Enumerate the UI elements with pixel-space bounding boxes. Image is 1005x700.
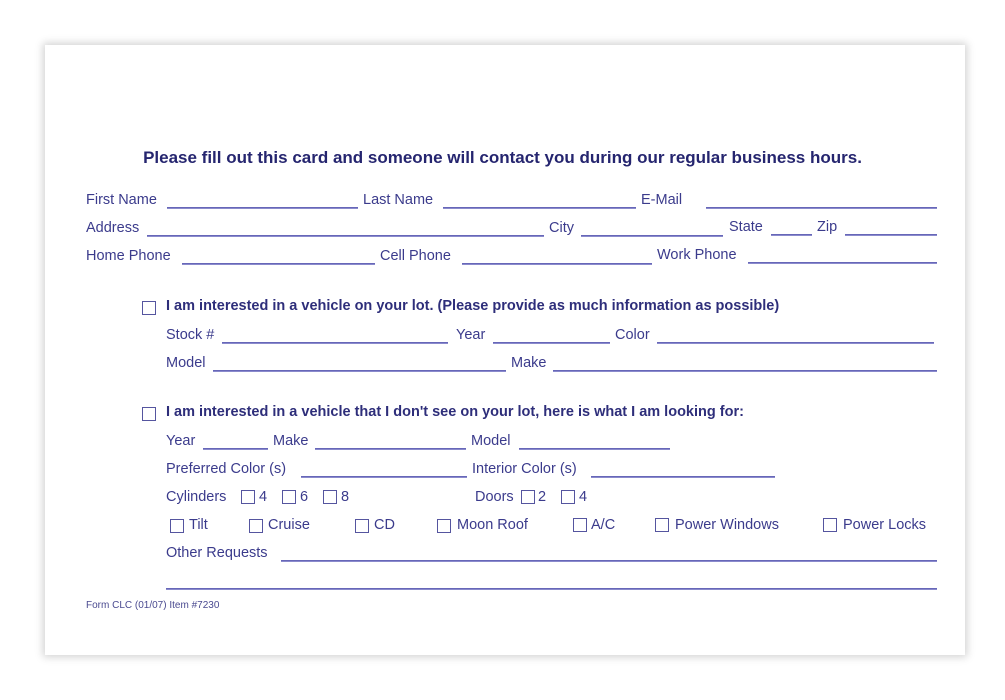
first-name-label: First Name	[86, 192, 157, 208]
doors-4-label: 4	[579, 489, 588, 505]
not-on-lot-checkbox[interactable]	[142, 407, 156, 421]
wanted-make-label: Make	[273, 433, 309, 449]
other-requests-label: Other Requests	[166, 545, 268, 561]
interior-color-label: Interior Color (s)	[472, 461, 577, 477]
home-phone-field[interactable]	[182, 263, 375, 265]
other-requests-field-line-2[interactable]	[166, 588, 937, 590]
address-field[interactable]	[147, 235, 544, 237]
zip-field[interactable]	[845, 234, 937, 236]
make-label: Make	[511, 355, 547, 371]
cylinders-8-checkbox[interactable]	[323, 490, 337, 504]
city-field[interactable]	[581, 235, 723, 237]
moon-roof-checkbox[interactable]	[437, 519, 451, 533]
cruise-checkbox[interactable]	[249, 519, 263, 533]
doors-label: Doors	[475, 489, 514, 505]
cruise-label: Cruise	[268, 517, 310, 533]
wanted-year-field[interactable]	[203, 448, 268, 450]
power-windows-checkbox[interactable]	[655, 518, 669, 532]
on-lot-checkbox[interactable]	[142, 301, 156, 315]
work-phone-field[interactable]	[748, 262, 937, 264]
model-field[interactable]	[213, 370, 506, 372]
city-label: City	[549, 220, 574, 236]
form-id-footer: Form CLC (01/07) Item #7230	[86, 600, 220, 611]
zip-label: Zip	[817, 219, 838, 235]
interior-color-field[interactable]	[591, 476, 775, 478]
address-label: Address	[86, 220, 140, 236]
not-on-lot-question: I am interested in a vehicle that I don't see on your lot, here is what I am looking for:	[166, 404, 744, 420]
cell-phone-label: Cell Phone	[380, 248, 451, 264]
ac-label: A/C	[591, 517, 616, 533]
form-title: Please fill out this card and someone will contact you during our regular business hours.	[143, 148, 862, 167]
first-name-field[interactable]	[167, 207, 358, 209]
home-phone-label: Home Phone	[86, 248, 171, 264]
make-field[interactable]	[553, 370, 937, 372]
cylinders-4-checkbox[interactable]	[241, 490, 255, 504]
moon-roof-label: Moon Roof	[457, 517, 528, 533]
other-requests-field[interactable]	[281, 560, 937, 562]
state-field[interactable]	[771, 234, 812, 236]
preferred-color-field[interactable]	[301, 476, 467, 478]
stock-field[interactable]	[222, 342, 448, 344]
color-field[interactable]	[657, 342, 934, 344]
cylinders-6-label: 6	[300, 489, 309, 505]
cd-checkbox[interactable]	[355, 519, 369, 533]
cylinders-6-checkbox[interactable]	[282, 490, 296, 504]
last-name-label: Last Name	[363, 192, 434, 208]
wanted-model-field[interactable]	[519, 448, 670, 450]
year-field[interactable]	[493, 342, 610, 344]
last-name-field[interactable]	[443, 207, 636, 209]
color-label: Color	[615, 327, 650, 343]
doors-2-label: 2	[538, 489, 547, 505]
cylinders-4-label: 4	[259, 489, 268, 505]
model-label: Model	[166, 355, 206, 371]
doors-2-checkbox[interactable]	[521, 490, 535, 504]
wanted-year-label: Year	[166, 433, 196, 449]
wanted-make-field[interactable]	[315, 448, 466, 450]
on-lot-question: I am interested in a vehicle on your lot. (Please provide as much information as possible)	[166, 298, 780, 314]
email-label: E-Mail	[641, 192, 683, 208]
ac-checkbox[interactable]	[573, 518, 587, 532]
cell-phone-field[interactable]	[462, 263, 652, 265]
cylinders-label: Cylinders	[166, 489, 227, 505]
year-label: Year	[456, 327, 486, 343]
wanted-model-label: Model	[471, 433, 511, 449]
email-field[interactable]	[706, 207, 937, 209]
preferred-color-label: Preferred Color (s)	[166, 461, 287, 477]
tilt-checkbox[interactable]	[170, 519, 184, 533]
form-card	[45, 45, 965, 655]
tilt-label: Tilt	[189, 517, 208, 533]
stock-label: Stock #	[166, 327, 215, 343]
work-phone-label: Work Phone	[657, 247, 737, 263]
power-locks-checkbox[interactable]	[823, 518, 837, 532]
power-windows-label: Power Windows	[675, 517, 779, 533]
state-label: State	[729, 219, 763, 235]
cylinders-8-label: 8	[341, 489, 350, 505]
cd-label: CD	[374, 517, 395, 533]
doors-4-checkbox[interactable]	[561, 490, 575, 504]
power-locks-label: Power Locks	[843, 517, 927, 533]
